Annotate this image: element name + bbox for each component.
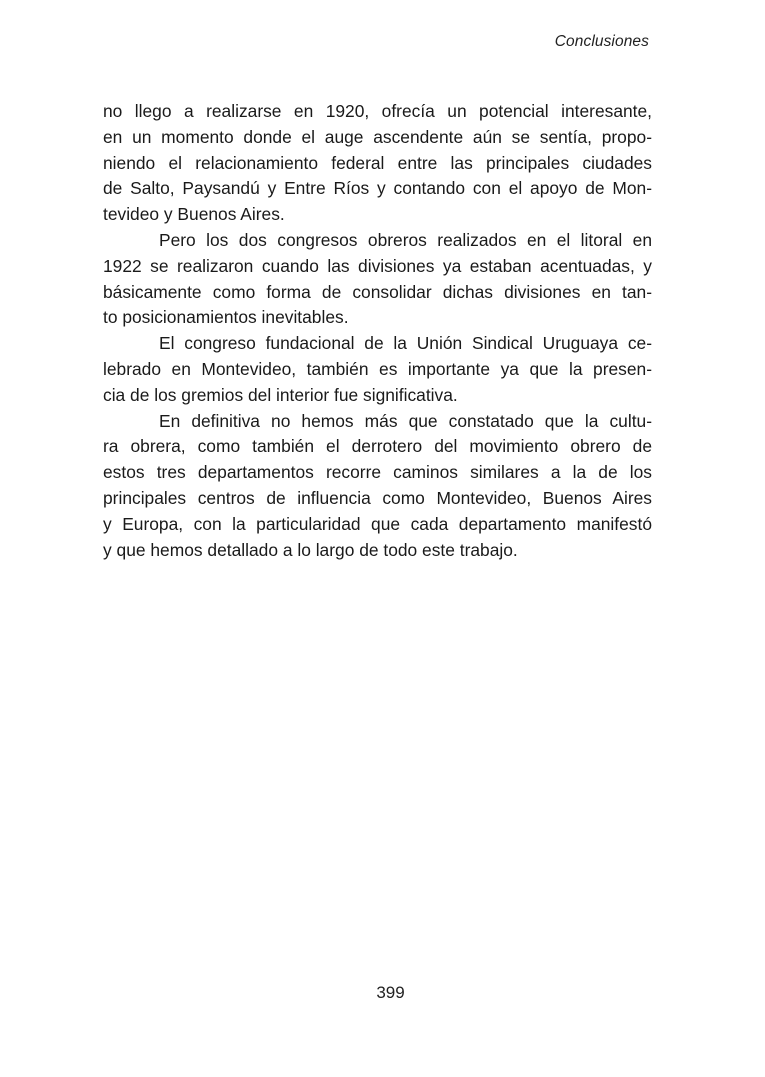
- text-line: El congreso fundacional de la Unión Sindical Uruguaya ce-: [159, 333, 652, 354]
- text-line: y Europa, con la particularidad que cada departamento manifestó: [103, 513, 652, 534]
- text-line: to posicionamientos inevitables.: [103, 307, 349, 328]
- text-line: no llego a realizarse en 1920, ofrecía un potencial interesante,: [103, 101, 652, 121]
- page-number: 399: [376, 983, 405, 1002]
- running-header: Conclusiones: [554, 33, 649, 50]
- text-line: niendo el relacionamiento federal entre las principales ciudades: [103, 152, 652, 173]
- text-line: estos tres departamentos recorre caminos similares a la de los: [103, 462, 652, 483]
- text-line: y que hemos detallado a lo largo de todo este trabajo.: [103, 539, 518, 560]
- body-text: [103, 99, 652, 563]
- text-line: tevideo y Buenos Aires.: [103, 204, 285, 225]
- text-line: principales centros de influencia como Montevideo, Buenos Aires: [103, 487, 652, 508]
- text-line: en un momento donde el auge ascendente aún se sentía, propo-: [103, 126, 652, 147]
- text-line: Pero los dos congresos obreros realizados en el litoral en: [159, 229, 652, 250]
- text-line: En definitiva no hemos más que constatado que la cultu-: [159, 410, 652, 431]
- text-line: de Salto, Paysandú y Entre Ríos y contando con el apoyo de Mon-: [103, 178, 652, 199]
- text-line: cia de los gremios del interior fue significativa.: [103, 384, 458, 405]
- text-line: lebrado en Montevideo, también es importante ya que la presen-: [103, 358, 652, 379]
- text-line: ra obrera, como también el derrotero del movimiento obrero de: [103, 436, 652, 457]
- text-line: básicamente como forma de consolidar dichas divisiones en tan-: [103, 281, 652, 302]
- text-line: 1922 se realizaron cuando las divisiones ya estaban acentuadas, y: [103, 255, 652, 276]
